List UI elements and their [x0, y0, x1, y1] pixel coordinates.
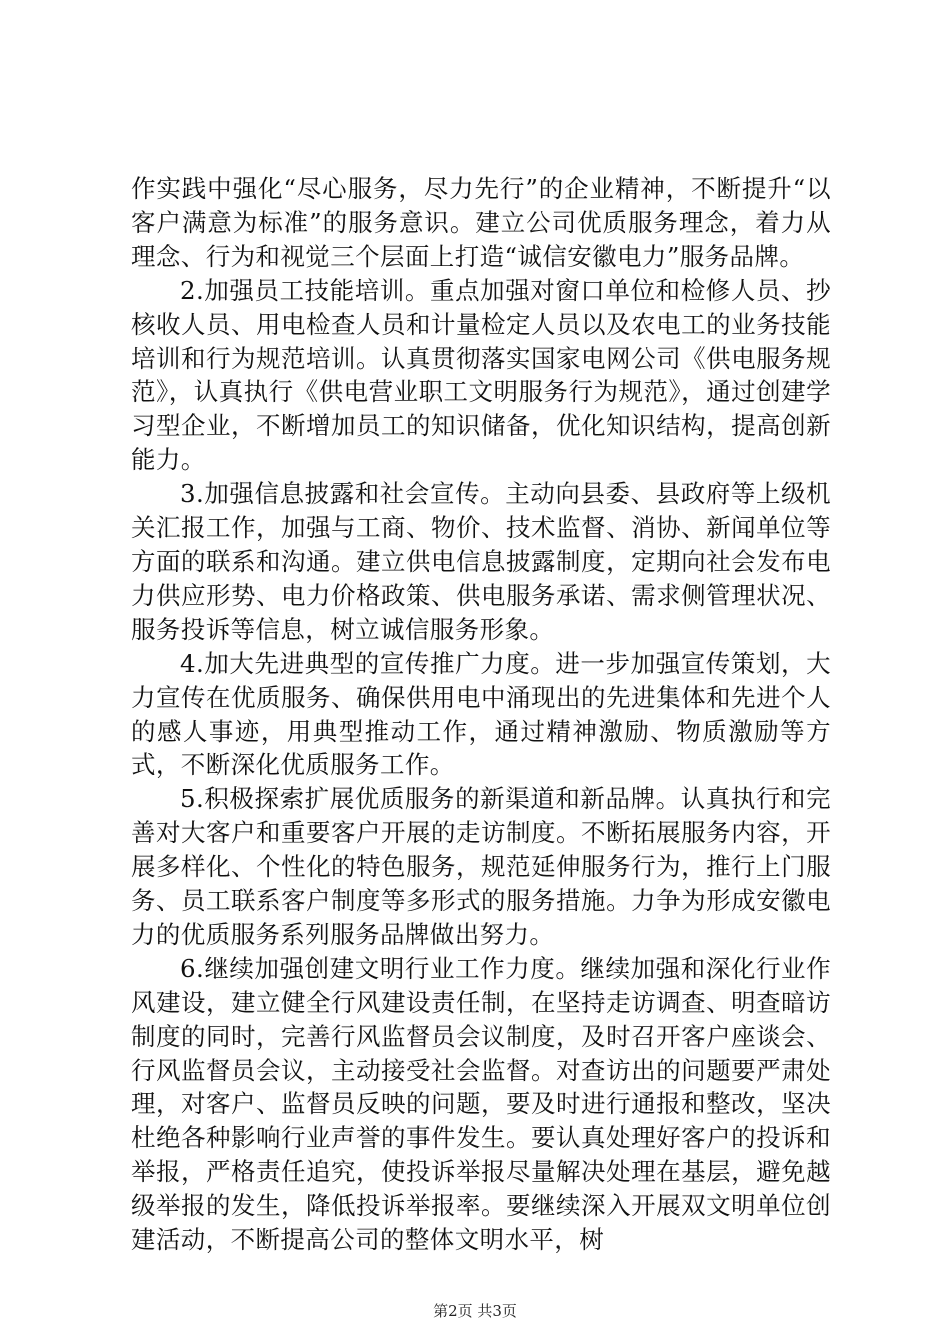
page-number-footer: 第2页 共3页 [433, 1302, 517, 1320]
paragraph-item-4: 4.加大先进典型的宣传推广力度。进一步加强宣传策划，大力宣传在优质服务、确保供用电中涌现出的先进集体和先进个人的感人事迹，用典型推动工作，通过精神激励、物质激励等方式，不断深化优质服务工作。 [131, 648, 831, 780]
paragraph-item-6: 6.继续加强创建文明行业工作力度。继续加强和深化行业作风建设，建立健全行风建设责任制，在坚持走访调查、明查暗访制度的同时，完善行风监督员会议制度，及时召开客户座谈会、行风监督员会议，主动接受社会监督。对查访出的问题要严肃处理，对客户、监督员反映的问题，要及时进行通报和整改，坚决杜绝各种影响行业声誉的事件发生。要认真处理好客户的投诉和举报，严格责任追究，使投诉举报尽量解决处理在基层，避免越级举报的发生，降低投诉举报率。要继续深入开展双文明单位创建活动，不断提高公司的整体文明水平，树 [131, 953, 831, 1255]
paragraph-continuation: 作实践中强化“尽心服务，尽力先行”的企业精神，不断提升“以客户满意为标准”的服务意识。建立公司优质服务理念，着力从理念、行为和视觉三个层面上打造“诚信安徽电力”服务品牌。 [131, 174, 831, 271]
paragraph-item-2: 2.加强员工技能培训。重点加强对窗口单位和检修人员、抄核收人员、用电检查人员和计量检定人员以及农电工的业务技能培训和行为规范培训。认真贯彻落实国家电网公司《供电服务规范》，认真执行《供电营业职工文明服务行为规范》，通过创建学习型企业，不断增加员工的知识储备，优化知识结构，提高创新能力。 [131, 275, 831, 475]
document-body [131, 172, 831, 1257]
paragraph-item-3: 3.加强信息披露和社会宣传。主动向县委、县政府等上级机关汇报工作，加强与工商、物价、技术监督、消协、新闻单位等方面的联系和沟通。建立供电信息披露制度，定期向社会发布电力供应形势、电力价格政策、供电服务承诺、需求侧管理状况、服务投诉等信息，树立诚信服务形象。 [131, 479, 831, 644]
paragraph-item-5: 5.积极探索扩展优质服务的新渠道和新品牌。认真执行和完善对大客户和重要客户开展的走访制度。不断拓展服务内容，开展多样化、个性化的特色服务，规范延伸服务行为，推行上门服务、员工联系客户制度等多形式的服务措施。力争为形成安徽电力的优质服务系列服务品牌做出努力。 [131, 784, 831, 949]
